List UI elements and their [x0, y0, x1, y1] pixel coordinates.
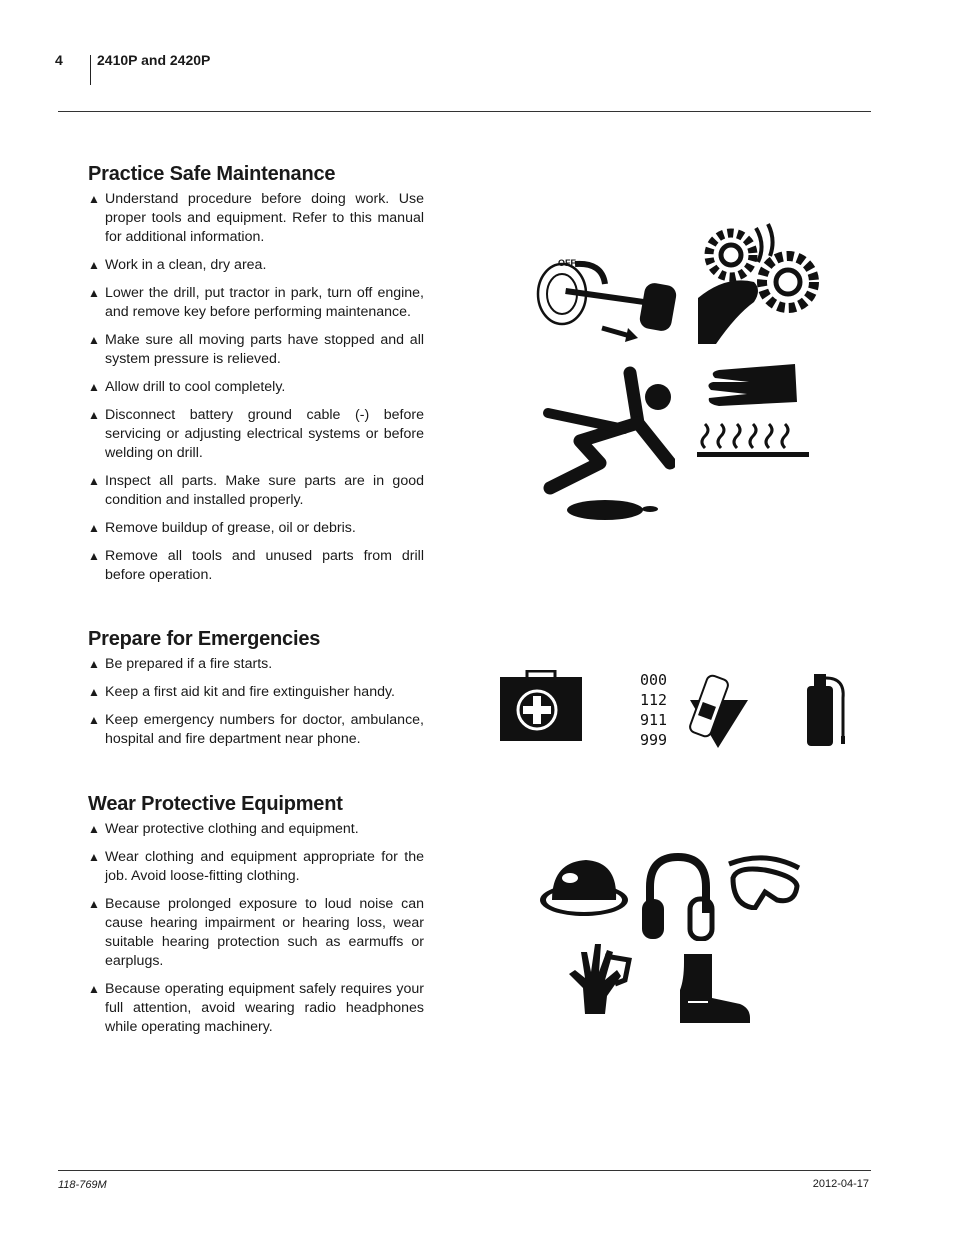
list-item: ▲ Remove buildup of grease, oil or debris. [88, 520, 356, 536]
emergency-number: 999 [640, 731, 668, 749]
page-number: 4 [55, 52, 63, 68]
document-title: 2410P and 2420P [97, 52, 211, 68]
hard-hat-icon [538, 856, 630, 918]
bullet-triangle-icon: ▲ [88, 982, 100, 996]
list-item: ▲ Wear clothing and equipment appropriate for the job. Avoid loose-fitting clothing. [88, 849, 424, 884]
bullet-triangle-icon: ▲ [88, 657, 100, 671]
bullet-triangle-icon: ▲ [88, 192, 100, 206]
list-item: ▲ Lower the drill, put tractor in park, turn off engine, and remove key before performing maintenance. [88, 285, 424, 320]
bullet-triangle-icon: ▲ [88, 897, 100, 911]
list-item: ▲ Make sure all moving parts have stopped and all system pressure is relieved. [88, 332, 424, 367]
bullet-triangle-icon: ▲ [88, 685, 100, 699]
gloves-icon [565, 940, 635, 1015]
footer-rule [58, 1170, 871, 1171]
bullet-triangle-icon: ▲ [88, 408, 100, 422]
list-item: ▲ Understand procedure before doing work. Use proper tools and equipment. Refer to this manual for additional information. [88, 191, 424, 245]
list-item: ▲ Disconnect battery ground cable (-) before servicing or adjusting electrical systems or before welding on drill. [88, 407, 424, 461]
bullet-triangle-icon: ▲ [88, 474, 100, 488]
document-number: 118-769M [58, 1179, 107, 1191]
bullet-triangle-icon: ▲ [88, 822, 100, 836]
ear-muffs-icon [640, 853, 715, 941]
bullet-list [88, 820, 424, 1037]
section-protective-equipment [88, 792, 424, 1046]
header-rule [58, 111, 871, 112]
safety-boot-icon [678, 950, 752, 1025]
safety-goggles-icon [725, 852, 803, 910]
list-item: ▲ Keep emergency numbers for doctor, ambulance, hospital and fire department near phone. [88, 712, 424, 747]
bullet-triangle-icon: ▲ [88, 850, 100, 864]
section-safe-maintenance [88, 162, 424, 594]
emergency-number: 000 [640, 671, 668, 689]
bullet-list [88, 655, 424, 749]
fire-extinguisher-icon [805, 668, 847, 746]
list-item: ▲ Because prolonged exposure to loud noise can cause hearing impairment or hearing loss, wear suitable hearing protection such as earmuffs or earplugs. [88, 896, 424, 969]
bullet-triangle-icon: ▲ [88, 380, 100, 394]
list-item: ▲ Wear protective clothing and equipment. [88, 821, 359, 837]
slip-fall-icon [540, 363, 675, 525]
phone-icon [678, 670, 750, 750]
list-item: ▲ Allow drill to cool completely. [88, 379, 286, 395]
bullet-triangle-icon: ▲ [88, 258, 100, 272]
bullet-triangle-icon: ▲ [88, 521, 100, 535]
first-aid-kit-icon [499, 670, 583, 742]
bullet-list [88, 190, 424, 585]
gear-entanglement-icon [696, 220, 821, 345]
bullet-triangle-icon: ▲ [88, 713, 100, 727]
section-heading: Wear Protective Equipment [88, 793, 343, 815]
section-heading: Practice Safe Maintenance [88, 163, 336, 185]
document-date: 2012-04-17 [812, 1178, 869, 1190]
emergency-number: 112 [640, 691, 668, 709]
key-off-label: OFF [558, 258, 576, 268]
list-item: ▲ Keep a first aid kit and fire extinguisher handy. [88, 684, 395, 700]
list-item: ▲ Because operating equipment safely requires your full attention, avoid wearing radio headphones while operating machinery. [88, 981, 424, 1035]
list-item: ▲ Be prepared if a fire starts. [88, 656, 273, 672]
emergency-numbers [640, 670, 667, 750]
hot-surface-icon [695, 362, 811, 462]
key-off-icon [530, 222, 680, 347]
list-item: ▲ Inspect all parts. Make sure parts are in good condition and installed properly. [88, 473, 424, 508]
list-item: ▲ Work in a clean, dry area. [88, 257, 267, 273]
list-item: ▲ Remove all tools and unused parts from drill before operation. [88, 548, 424, 583]
header-divider [90, 55, 91, 85]
bullet-triangle-icon: ▲ [88, 333, 100, 347]
section-emergencies [88, 627, 424, 758]
section-heading: Prepare for Emergencies [88, 628, 321, 650]
emergency-number: 911 [640, 711, 668, 729]
bullet-triangle-icon: ▲ [88, 549, 100, 563]
bullet-triangle-icon: ▲ [88, 286, 100, 300]
